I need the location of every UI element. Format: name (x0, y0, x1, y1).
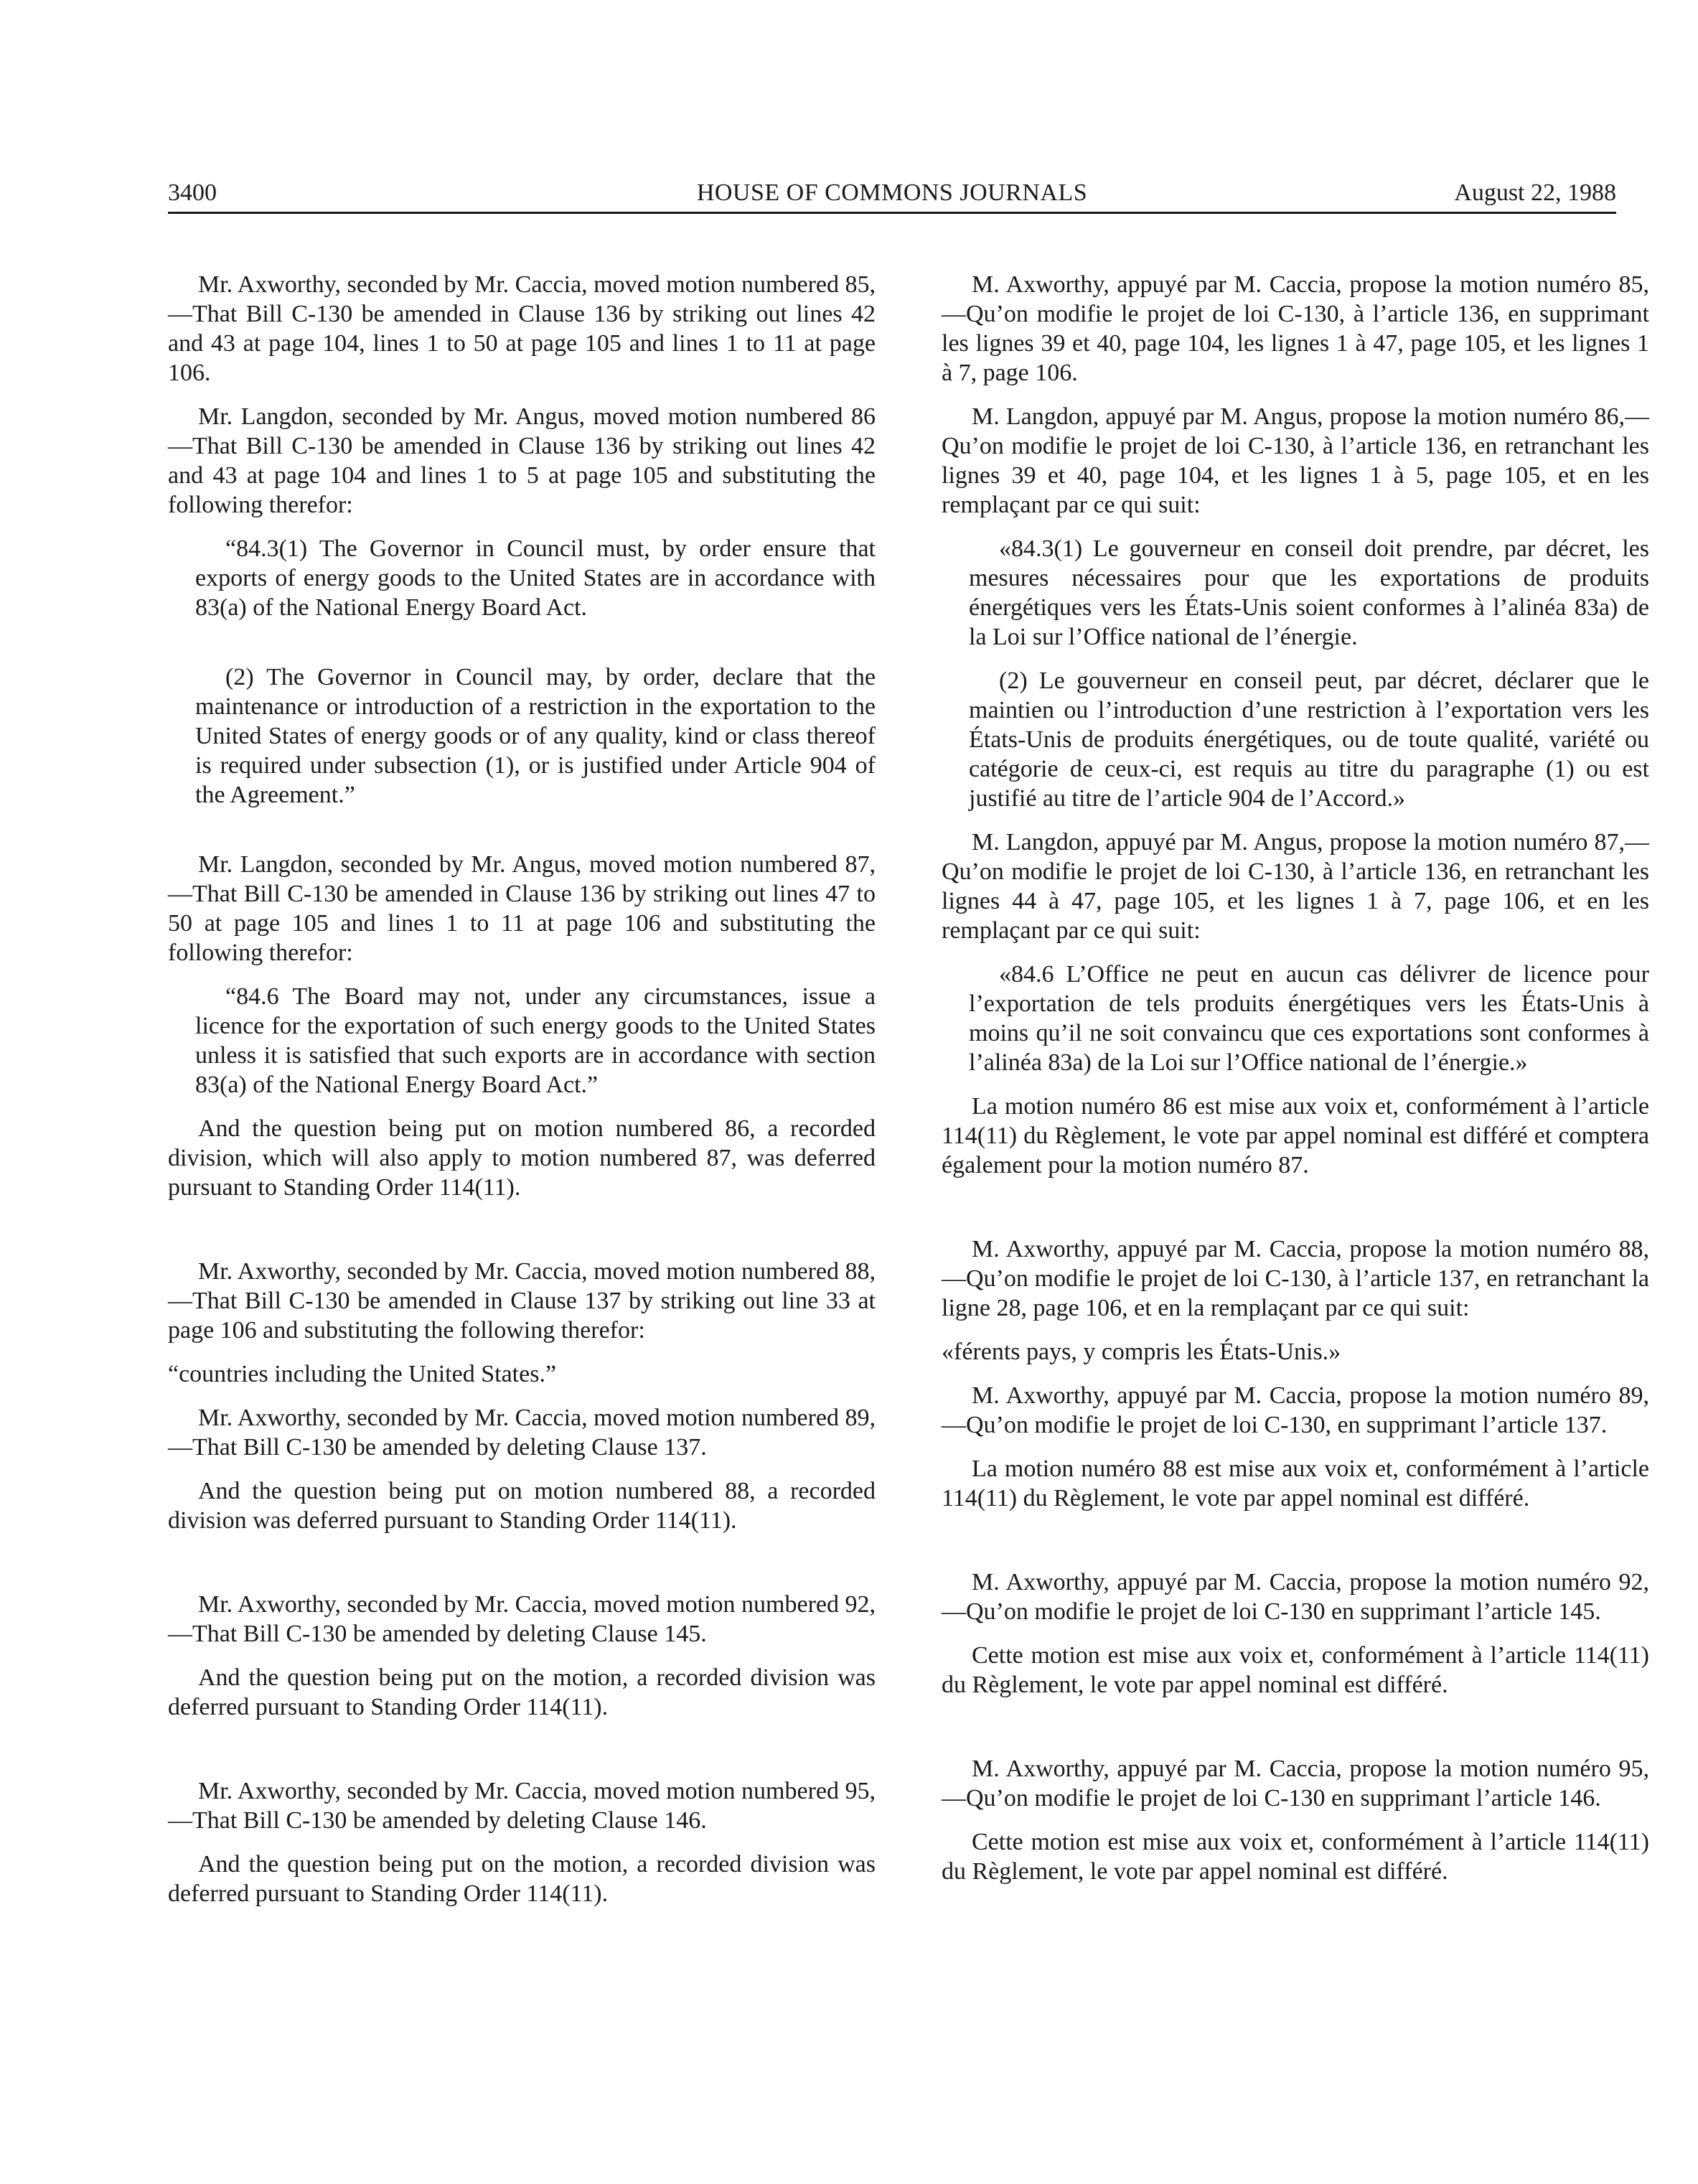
motion-89-en: Mr. Axworthy, seconded by Mr. Caccia, moved motion numbered 89,—That Bill C-130 be amended by deleting Clause 137. (168, 1405, 876, 1461)
motion-88-quote-en: “countries including the United States.” (168, 1361, 557, 1387)
motion-85-fr: M. Axworthy, appuyé par M. Caccia, propose la motion numéro 85,—Qu’on modifie le projet de loi C-130, à l’article 136, en supprimant les lignes 39 et 40, page 104, les lignes 1 à 47, page 105, et les lignes 1 à 7, page 106. (942, 271, 1649, 386)
journal-title: HOUSE OF COMMONS JOURNALS (696, 179, 1088, 206)
motion-88-fr: M. Axworthy, appuyé par M. Caccia, propose la motion numéro 88,—Qu’on modifie le projet de loi C-130, à l’article 137, en retranchant la ligne 28, page 106, et en la remplaçant par ce qui suit: (942, 1236, 1649, 1321)
motion-92-fr: M. Axworthy, appuyé par M. Caccia, propose la motion numéro 92,—Qu’on modifie le projet de loi C-130 en supprimant l’article 145. (942, 1569, 1649, 1625)
question-88-fr: La motion numéro 88 est mise aux voix et, conformément à l’article 114(11) du Règlement, le vote par appel nominal est différé. (942, 1456, 1649, 1512)
motion-89-fr: M. Axworthy, appuyé par M. Caccia, propose la motion numéro 89,—Qu’on modifie le projet de loi C-130, en supprimant l’article 137. (942, 1382, 1649, 1438)
motion-86-en: Mr. Langdon, seconded by Mr. Angus, moved motion numbered 86—That Bill C-130 be amended in Clause 136 by striking out lines 42 and 43 at page 104 and lines 1 to 5 at page 105 and substituting the following therefor: (168, 403, 876, 518)
french-column (942, 270, 1649, 1901)
question-92-en: And the question being put on the motion, a recorded division was deferred pursuant to Standing Order 114(11). (168, 1664, 876, 1720)
motion-87-en: Mr. Langdon, seconded by Mr. Angus, moved motion numbered 87,—That Bill C-130 be amended in Clause 136 by striking out lines 47 to 50 at page 105 and lines 1 to 11 at page 106 and substituting the following therefor: (168, 851, 876, 966)
motion-86-quote-1-fr: «84.3(1) Le gouverneur en conseil doit prendre, par décret, les mesures nécessaires pour que les exportations de produits énergétiques vers les États-Unis soient conformes à l’alinéa 83a) de la Loi sur l’Office national de l’énergie. (969, 535, 1649, 650)
motion-87-quote-fr: «84.6 L’Office ne peut en aucun cas délivrer de licence pour l’exportation de tels produits énergétiques vers les États-Unis à moins qu’il ne soit convaincu que ces exportations sont conformes à l’alinéa 83a) de la Loi sur l’Office national de l’énergie.» (969, 961, 1649, 1076)
motion-85-en: Mr. Axworthy, seconded by Mr. Caccia, moved motion numbered 85,—That Bill C-130 be amended in Clause 136 by striking out lines 42 and 43 at page 104, lines 1 to 50 at page 105 and lines 1 to 11 at page 106. (168, 271, 876, 386)
motion-86-quote-2-en: (2) The Governor in Council may, by order, declare that the maintenance or introduction of a restriction in the exportation to the United States of energy goods or of any quality, kind or class thereof is required under subsection (1), or is justified under Article 904 of the Agreement.” (195, 664, 876, 808)
question-92-fr: Cette motion est mise aux voix et, conformément à l’article 114(11) du Règlement, le vote par appel nominal est différé. (942, 1642, 1649, 1698)
motion-86-quote-2-fr: (2) Le gouverneur en conseil peut, par décret, déclarer que le maintien ou l’introduction d’une restriction à l’exportation vers les États-Unis de produits énergétiques, ou de toute qualité, variété ou catégorie de ceux-ci, est requis au titre du paragraphe (1) ou est justifié au titre de l’article 904 de l’Accord.» (969, 667, 1649, 812)
question-86-fr: La motion numéro 86 est mise aux voix et, conformément à l’article 114(11) du Règlement, le vote par appel nominal est différé et comptera également pour la motion numéro 87. (942, 1093, 1649, 1178)
page-header (168, 175, 1616, 211)
page-number: 3400 (168, 179, 217, 206)
question-95-en: And the question being put on the motion, a recorded division was deferred pursuant to Standing Order 114(11). (168, 1851, 876, 1907)
motion-95-fr: M. Axworthy, appuyé par M. Caccia, propose la motion numéro 95,—Qu’on modifie le projet de loi C-130 en supprimant l’article 146. (942, 1756, 1649, 1812)
question-88-en: And the question being put on motion numbered 88, a recorded division was deferred pursuant to Standing Order 114(11). (168, 1478, 876, 1534)
question-86-en: And the question being put on motion numbered 86, a recorded division, which will also apply to motion numbered 87, was deferred pursuant to Standing Order 114(11). (168, 1115, 876, 1201)
motion-87-fr: M. Langdon, appuyé par M. Angus, propose la motion numéro 87,—Qu’on modifie le projet de loi C-130, à l’article 136, en retranchant les lignes 44 à 47, page 105, et les lignes 1 à 7, page 106, et en les remplaçant par ce qui suit: (942, 829, 1649, 944)
motion-88-en: Mr. Axworthy, seconded by Mr. Caccia, moved motion numbered 88,—That Bill C-130 be amended in Clause 137 by striking out line 33 at page 106 and substituting the following therefor: (168, 1258, 876, 1344)
english-column (168, 270, 876, 1923)
motion-95-en: Mr. Axworthy, seconded by Mr. Caccia, moved motion numbered 95,—That Bill C-130 be amended by deleting Clause 146. (168, 1778, 876, 1834)
question-95-fr: Cette motion est mise aux voix et, conformément à l’article 114(11) du Règlement, le vote par appel nominal est différé. (942, 1829, 1649, 1885)
motion-86-quote-1-en: “84.3(1) The Governor in Council must, by order ensure that exports of energy goods to the United States are in accordance with 83(a) of the National Energy Board Act. (195, 535, 876, 621)
motion-92-en: Mr. Axworthy, seconded by Mr. Caccia, moved motion numbered 92,—That Bill C-130 be amended by deleting Clause 145. (168, 1591, 876, 1647)
journal-date: August 22, 1988 (1454, 179, 1616, 206)
motion-86-fr: M. Langdon, appuyé par M. Angus, propose la motion numéro 86,—Qu’on modifie le projet de loi C-130, à l’article 136, en retranchant les lignes 39 et 40, page 104, et les lignes 1 à 5, page 105, et en les remplaçant par ce qui suit: (942, 403, 1649, 518)
motion-87-quote-en: “84.6 The Board may not, under any circumstances, issue a licence for the exportation of such energy goods to the United States unless it is satisfied that such exports are in accordance with section 83(a) of the National Energy Board Act.” (195, 983, 876, 1098)
header-rule (168, 212, 1616, 214)
motion-88-quote-fr: «férents pays, y compris les États-Unis.» (942, 1339, 1341, 1365)
